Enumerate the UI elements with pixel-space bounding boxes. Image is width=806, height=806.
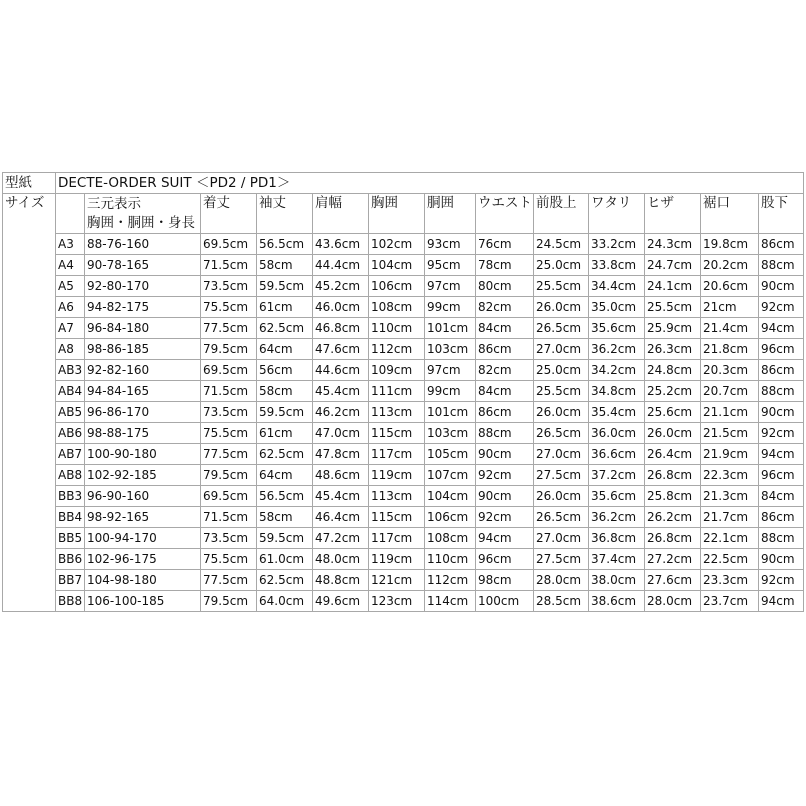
- column-header: 裾口: [701, 194, 759, 234]
- table-row: [3, 339, 804, 360]
- measurement-cell: 35.4cm: [589, 402, 645, 423]
- dimension-cell: 96-90-160: [85, 486, 201, 507]
- measurement-cell: 61cm: [257, 297, 313, 318]
- measurement-cell: 25.8cm: [645, 486, 701, 507]
- measurement-cell: 20.3cm: [701, 360, 759, 381]
- measurement-cell: 22.5cm: [701, 549, 759, 570]
- column-header: 股下: [759, 194, 804, 234]
- dimension-cell: 92-80-170: [85, 276, 201, 297]
- measurement-cell: 33.8cm: [589, 255, 645, 276]
- measurement-cell: 58cm: [257, 507, 313, 528]
- size-code-cell: A4: [56, 255, 85, 276]
- measurement-cell: 101cm: [425, 402, 476, 423]
- dimension-cell: 98-92-165: [85, 507, 201, 528]
- measurement-cell: 56.5cm: [257, 234, 313, 255]
- measurement-cell: 92cm: [476, 465, 534, 486]
- measurement-cell: 123cm: [369, 591, 425, 612]
- measurement-cell: 90cm: [476, 486, 534, 507]
- measurement-cell: 75.5cm: [201, 423, 257, 444]
- measurement-cell: 48.0cm: [313, 549, 369, 570]
- measurement-cell: 110cm: [369, 318, 425, 339]
- measurement-cell: 112cm: [369, 339, 425, 360]
- measurement-cell: 24.5cm: [534, 234, 589, 255]
- measurement-cell: 24.1cm: [645, 276, 701, 297]
- measurement-cell: 103cm: [425, 423, 476, 444]
- measurement-cell: 119cm: [369, 465, 425, 486]
- measurement-cell: 26.0cm: [534, 297, 589, 318]
- measurement-cell: 86cm: [476, 339, 534, 360]
- measurement-cell: 84cm: [476, 381, 534, 402]
- measurement-cell: 44.4cm: [313, 255, 369, 276]
- measurement-cell: 110cm: [425, 549, 476, 570]
- measurement-cell: 62.5cm: [257, 318, 313, 339]
- measurement-cell: 61cm: [257, 423, 313, 444]
- measurement-cell: 36.8cm: [589, 528, 645, 549]
- dimension-header-line2: 胸囲・胴囲・身長: [87, 215, 195, 231]
- column-header: ヒザ: [645, 194, 701, 234]
- measurement-cell: 73.5cm: [201, 276, 257, 297]
- size-code-cell: AB4: [56, 381, 85, 402]
- measurement-cell: 82cm: [476, 297, 534, 318]
- size-code-cell: AB8: [56, 465, 85, 486]
- table-row: [3, 381, 804, 402]
- dimension-cell: 100-90-180: [85, 444, 201, 465]
- measurement-cell: 69.5cm: [201, 234, 257, 255]
- measurement-cell: 47.6cm: [313, 339, 369, 360]
- measurement-cell: 86cm: [759, 507, 804, 528]
- measurement-cell: 69.5cm: [201, 360, 257, 381]
- column-header: 袖丈: [257, 194, 313, 234]
- measurement-cell: 23.3cm: [701, 570, 759, 591]
- measurement-cell: 62.5cm: [257, 444, 313, 465]
- measurement-cell: 92cm: [759, 297, 804, 318]
- measurement-cell: 71.5cm: [201, 381, 257, 402]
- measurement-cell: 105cm: [425, 444, 476, 465]
- table-row: [3, 465, 804, 486]
- measurement-cell: 21.5cm: [701, 423, 759, 444]
- size-chart-table: [2, 172, 804, 612]
- measurement-cell: 88cm: [759, 528, 804, 549]
- measurement-cell: 76cm: [476, 234, 534, 255]
- measurement-cell: 25.5cm: [645, 297, 701, 318]
- measurement-cell: 33.2cm: [589, 234, 645, 255]
- measurement-cell: 84cm: [759, 486, 804, 507]
- measurement-cell: 56.5cm: [257, 486, 313, 507]
- measurement-cell: 24.7cm: [645, 255, 701, 276]
- dimension-cell: 90-78-165: [85, 255, 201, 276]
- column-header: 胴囲: [425, 194, 476, 234]
- measurement-cell: 92cm: [476, 507, 534, 528]
- measurement-cell: 21.8cm: [701, 339, 759, 360]
- column-header-row: [3, 194, 804, 234]
- measurement-cell: 25.5cm: [534, 381, 589, 402]
- table-row: [3, 297, 804, 318]
- measurement-cell: 121cm: [369, 570, 425, 591]
- size-code-cell: A3: [56, 234, 85, 255]
- table-row: [3, 507, 804, 528]
- measurement-cell: 20.7cm: [701, 381, 759, 402]
- measurement-cell: 21.9cm: [701, 444, 759, 465]
- measurement-cell: 27.0cm: [534, 444, 589, 465]
- measurement-cell: 117cm: [369, 444, 425, 465]
- measurement-cell: 77.5cm: [201, 318, 257, 339]
- dimension-header-line1: 三元表示: [87, 196, 141, 212]
- measurement-cell: 113cm: [369, 486, 425, 507]
- measurement-cell: 47.2cm: [313, 528, 369, 549]
- measurement-cell: 24.8cm: [645, 360, 701, 381]
- measurement-cell: 58cm: [257, 381, 313, 402]
- measurement-cell: 46.4cm: [313, 507, 369, 528]
- measurement-cell: 25.2cm: [645, 381, 701, 402]
- dimension-cell: 88-76-160: [85, 234, 201, 255]
- measurement-cell: 113cm: [369, 402, 425, 423]
- measurement-cell: 79.5cm: [201, 339, 257, 360]
- measurement-cell: 21cm: [701, 297, 759, 318]
- measurement-cell: 26.0cm: [534, 402, 589, 423]
- measurement-cell: 46.0cm: [313, 297, 369, 318]
- size-code-cell: AB3: [56, 360, 85, 381]
- size-chart-body: [3, 173, 804, 612]
- measurement-cell: 88cm: [759, 381, 804, 402]
- table-row: [3, 570, 804, 591]
- table-row: [3, 318, 804, 339]
- measurement-cell: 45.4cm: [313, 486, 369, 507]
- measurement-cell: 112cm: [425, 570, 476, 591]
- dimension-cell: 96-86-170: [85, 402, 201, 423]
- measurement-cell: 26.0cm: [534, 486, 589, 507]
- measurement-cell: 27.5cm: [534, 549, 589, 570]
- dimension-cell: 94-82-175: [85, 297, 201, 318]
- measurement-cell: 20.6cm: [701, 276, 759, 297]
- size-code-cell: BB6: [56, 549, 85, 570]
- measurement-cell: 36.6cm: [589, 444, 645, 465]
- measurement-cell: 35.0cm: [589, 297, 645, 318]
- measurement-cell: 73.5cm: [201, 528, 257, 549]
- measurement-cell: 69.5cm: [201, 486, 257, 507]
- measurement-cell: 36.0cm: [589, 423, 645, 444]
- table-row: [3, 591, 804, 612]
- measurement-cell: 25.0cm: [534, 360, 589, 381]
- measurement-cell: 106cm: [369, 276, 425, 297]
- measurement-cell: 90cm: [759, 549, 804, 570]
- measurement-cell: 61.0cm: [257, 549, 313, 570]
- dimension-cell: 102-96-175: [85, 549, 201, 570]
- measurement-cell: 75.5cm: [201, 297, 257, 318]
- measurement-cell: 75.5cm: [201, 549, 257, 570]
- table-row: [3, 444, 804, 465]
- measurement-cell: 26.5cm: [534, 507, 589, 528]
- size-code-cell: BB5: [56, 528, 85, 549]
- measurement-cell: 79.5cm: [201, 465, 257, 486]
- measurement-cell: 114cm: [425, 591, 476, 612]
- size-code-cell: AB7: [56, 444, 85, 465]
- measurement-cell: 34.4cm: [589, 276, 645, 297]
- measurement-cell: 34.8cm: [589, 381, 645, 402]
- measurement-cell: 77.5cm: [201, 444, 257, 465]
- measurement-cell: 108cm: [369, 297, 425, 318]
- measurement-cell: 36.2cm: [589, 507, 645, 528]
- table-row: [3, 360, 804, 381]
- table-row: [3, 528, 804, 549]
- measurement-cell: 93cm: [425, 234, 476, 255]
- size-code-cell: AB6: [56, 423, 85, 444]
- measurement-cell: 21.7cm: [701, 507, 759, 528]
- measurement-cell: 104cm: [369, 255, 425, 276]
- measurement-cell: 102cm: [369, 234, 425, 255]
- measurement-cell: 94cm: [759, 591, 804, 612]
- measurement-cell: 26.8cm: [645, 528, 701, 549]
- table-row: [3, 486, 804, 507]
- measurement-cell: 59.5cm: [257, 276, 313, 297]
- size-code-cell: BB8: [56, 591, 85, 612]
- measurement-cell: 36.2cm: [589, 339, 645, 360]
- measurement-cell: 38.0cm: [589, 570, 645, 591]
- measurement-cell: 27.0cm: [534, 339, 589, 360]
- measurement-cell: 35.6cm: [589, 318, 645, 339]
- measurement-cell: 45.4cm: [313, 381, 369, 402]
- measurement-cell: 59.5cm: [257, 528, 313, 549]
- measurement-cell: 71.5cm: [201, 507, 257, 528]
- measurement-cell: 47.8cm: [313, 444, 369, 465]
- measurement-cell: 34.2cm: [589, 360, 645, 381]
- size-code-cell: A6: [56, 297, 85, 318]
- measurement-cell: 96cm: [759, 465, 804, 486]
- size-code-cell: AB5: [56, 402, 85, 423]
- dimension-cell: 102-92-185: [85, 465, 201, 486]
- table-row: [3, 402, 804, 423]
- dimension-cell: 106-100-185: [85, 591, 201, 612]
- dimension-cell: 92-82-160: [85, 360, 201, 381]
- table-row: [3, 423, 804, 444]
- measurement-cell: 25.9cm: [645, 318, 701, 339]
- measurement-cell: 90cm: [476, 444, 534, 465]
- pattern-label: 型紙: [3, 173, 56, 194]
- measurement-cell: 59.5cm: [257, 402, 313, 423]
- measurement-cell: 26.0cm: [645, 423, 701, 444]
- measurement-cell: 99cm: [425, 381, 476, 402]
- measurement-cell: 78cm: [476, 255, 534, 276]
- measurement-cell: 115cm: [369, 423, 425, 444]
- measurement-cell: 77.5cm: [201, 570, 257, 591]
- measurement-cell: 86cm: [759, 234, 804, 255]
- measurement-cell: 101cm: [425, 318, 476, 339]
- measurement-cell: 58cm: [257, 255, 313, 276]
- measurement-cell: 96cm: [759, 339, 804, 360]
- measurement-cell: 27.0cm: [534, 528, 589, 549]
- measurement-cell: 28.0cm: [534, 570, 589, 591]
- dimension-cell: 98-88-175: [85, 423, 201, 444]
- measurement-cell: 86cm: [476, 402, 534, 423]
- measurement-cell: 21.3cm: [701, 486, 759, 507]
- measurement-cell: 100cm: [476, 591, 534, 612]
- measurement-cell: 28.0cm: [645, 591, 701, 612]
- measurement-cell: 62.5cm: [257, 570, 313, 591]
- measurement-cell: 111cm: [369, 381, 425, 402]
- measurement-cell: 73.5cm: [201, 402, 257, 423]
- pattern-row: [3, 173, 804, 194]
- measurement-cell: 79.5cm: [201, 591, 257, 612]
- size-code-cell: BB3: [56, 486, 85, 507]
- measurement-cell: 96cm: [476, 549, 534, 570]
- size-label: サイズ: [3, 194, 56, 612]
- measurement-cell: 26.2cm: [645, 507, 701, 528]
- size-code-cell: BB7: [56, 570, 85, 591]
- measurement-cell: 88cm: [759, 255, 804, 276]
- measurement-cell: 64cm: [257, 339, 313, 360]
- size-code-cell: A7: [56, 318, 85, 339]
- measurement-cell: 90cm: [759, 276, 804, 297]
- measurement-cell: 19.8cm: [701, 234, 759, 255]
- measurement-cell: 27.2cm: [645, 549, 701, 570]
- measurement-cell: 117cm: [369, 528, 425, 549]
- measurement-cell: 35.6cm: [589, 486, 645, 507]
- measurement-cell: 26.5cm: [534, 423, 589, 444]
- measurement-cell: 95cm: [425, 255, 476, 276]
- measurement-cell: 28.5cm: [534, 591, 589, 612]
- measurement-cell: 27.5cm: [534, 465, 589, 486]
- measurement-cell: 64.0cm: [257, 591, 313, 612]
- table-row: [3, 234, 804, 255]
- measurement-cell: 47.0cm: [313, 423, 369, 444]
- dimension-cell: 96-84-180: [85, 318, 201, 339]
- measurement-cell: 92cm: [759, 423, 804, 444]
- measurement-cell: 80cm: [476, 276, 534, 297]
- measurement-cell: 26.4cm: [645, 444, 701, 465]
- measurement-cell: 88cm: [476, 423, 534, 444]
- dimension-cell: 104-98-180: [85, 570, 201, 591]
- measurement-cell: 97cm: [425, 360, 476, 381]
- measurement-cell: 90cm: [759, 402, 804, 423]
- measurement-cell: 23.7cm: [701, 591, 759, 612]
- measurement-cell: 25.0cm: [534, 255, 589, 276]
- measurement-cell: 20.2cm: [701, 255, 759, 276]
- table-row: [3, 255, 804, 276]
- measurement-cell: 21.4cm: [701, 318, 759, 339]
- measurement-cell: 108cm: [425, 528, 476, 549]
- measurement-cell: 46.8cm: [313, 318, 369, 339]
- measurement-cell: 104cm: [425, 486, 476, 507]
- measurement-cell: 119cm: [369, 549, 425, 570]
- measurement-cell: 37.2cm: [589, 465, 645, 486]
- measurement-cell: 98cm: [476, 570, 534, 591]
- size-code-header: [56, 194, 85, 234]
- measurement-cell: 49.6cm: [313, 591, 369, 612]
- measurement-cell: 97cm: [425, 276, 476, 297]
- measurement-cell: 27.6cm: [645, 570, 701, 591]
- measurement-cell: 56cm: [257, 360, 313, 381]
- measurement-cell: 92cm: [759, 570, 804, 591]
- column-header: 胸囲: [369, 194, 425, 234]
- measurement-cell: 22.3cm: [701, 465, 759, 486]
- measurement-cell: 99cm: [425, 297, 476, 318]
- measurement-cell: 86cm: [759, 360, 804, 381]
- measurement-cell: 26.3cm: [645, 339, 701, 360]
- measurement-cell: 25.6cm: [645, 402, 701, 423]
- pattern-name: DECTE-ORDER SUIT ＜PD2 / PD1＞: [56, 173, 804, 194]
- measurement-cell: 25.5cm: [534, 276, 589, 297]
- measurement-cell: 94cm: [759, 444, 804, 465]
- column-header: ウエスト: [476, 194, 534, 234]
- measurement-cell: 22.1cm: [701, 528, 759, 549]
- measurement-cell: 94cm: [476, 528, 534, 549]
- column-header: 肩幅: [313, 194, 369, 234]
- measurement-cell: 84cm: [476, 318, 534, 339]
- measurement-cell: 46.2cm: [313, 402, 369, 423]
- dimension-cell: 100-94-170: [85, 528, 201, 549]
- measurement-cell: 48.8cm: [313, 570, 369, 591]
- measurement-cell: 45.2cm: [313, 276, 369, 297]
- measurement-cell: 82cm: [476, 360, 534, 381]
- measurement-cell: 38.6cm: [589, 591, 645, 612]
- size-code-cell: BB4: [56, 507, 85, 528]
- measurement-cell: 24.3cm: [645, 234, 701, 255]
- measurement-cell: 94cm: [759, 318, 804, 339]
- size-code-cell: A8: [56, 339, 85, 360]
- size-code-cell: A5: [56, 276, 85, 297]
- measurement-cell: 21.1cm: [701, 402, 759, 423]
- measurement-cell: 44.6cm: [313, 360, 369, 381]
- table-row: [3, 276, 804, 297]
- measurement-cell: 71.5cm: [201, 255, 257, 276]
- measurement-cell: 107cm: [425, 465, 476, 486]
- table-row: [3, 549, 804, 570]
- measurement-cell: 26.5cm: [534, 318, 589, 339]
- measurement-cell: 43.6cm: [313, 234, 369, 255]
- column-header: 着丈: [201, 194, 257, 234]
- measurement-cell: 106cm: [425, 507, 476, 528]
- measurement-cell: 64cm: [257, 465, 313, 486]
- column-header: 前股上: [534, 194, 589, 234]
- measurement-cell: 26.8cm: [645, 465, 701, 486]
- measurement-cell: 109cm: [369, 360, 425, 381]
- measurement-cell: 103cm: [425, 339, 476, 360]
- dimension-header: [85, 194, 201, 234]
- measurement-cell: 48.6cm: [313, 465, 369, 486]
- column-header: ワタリ: [589, 194, 645, 234]
- dimension-cell: 98-86-185: [85, 339, 201, 360]
- dimension-cell: 94-84-165: [85, 381, 201, 402]
- measurement-cell: 37.4cm: [589, 549, 645, 570]
- measurement-cell: 115cm: [369, 507, 425, 528]
